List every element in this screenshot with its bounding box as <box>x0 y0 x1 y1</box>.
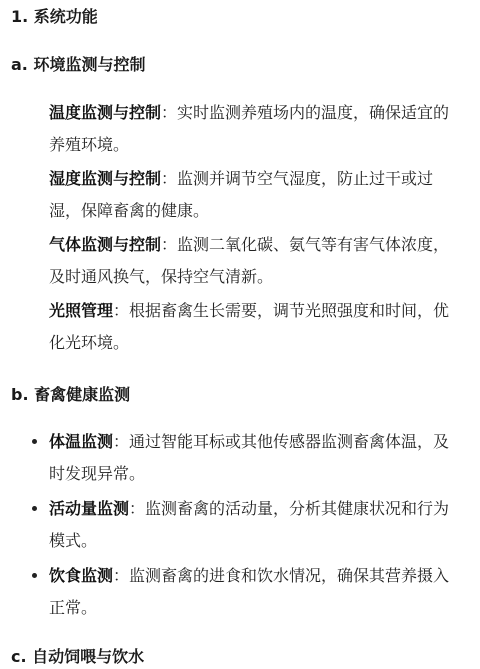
subsection-heading-feeding: c. 自动饲喂与饮水 <box>11 647 145 666</box>
env-item-lighting <box>49 295 464 359</box>
env-item-text: ：实时监测养殖场内的温度，确保适宜的养殖环境。 <box>49 103 450 154</box>
env-item-term: 温度监测与控制 <box>49 103 162 122</box>
bullet-dot <box>32 573 37 578</box>
env-item-text: ：根据畜禽生长需要，调节光照强度和时间，优化光环境。 <box>49 301 450 352</box>
subsection-heading-environment: a. 环境监测与控制 <box>11 55 146 74</box>
health-item-text: ：监测畜禽的活动量，分析其健康状况和行为模式。 <box>49 499 450 550</box>
bullet-dot <box>32 439 37 444</box>
env-item-term: 光照管理 <box>49 301 114 320</box>
health-item-term: 活动量监测 <box>49 499 130 518</box>
health-item-term: 饮食监测 <box>49 566 114 585</box>
health-item-body <box>49 426 464 490</box>
env-item-text: ：监测二氧化碳、氨气等有害气体浓度，及时通风换气，保持空气清新。 <box>49 235 450 286</box>
env-item-term: 湿度监测与控制 <box>49 169 162 188</box>
env-item-gas <box>49 229 464 293</box>
section-heading-system-functions: 1. 系统功能 <box>11 7 98 26</box>
env-item-term: 气体监测与控制 <box>49 235 162 254</box>
env-item-temperature <box>49 97 464 161</box>
env-item-text: ：监测并调节空气湿度，防止过干或过湿，保障畜禽的健康。 <box>49 169 434 220</box>
env-item-humidity <box>49 163 464 227</box>
bullet-dot <box>32 506 37 511</box>
health-item-text: ：通过智能耳标或其他传感器监测畜禽体温，及时发现异常。 <box>49 432 450 483</box>
health-item-term: 体温监测 <box>49 432 114 451</box>
subsection-heading-health: b. 畜禽健康监测 <box>11 385 131 404</box>
health-item-body <box>49 560 464 624</box>
health-item-text: ：监测畜禽的进食和饮水情况，确保其营养摄入正常。 <box>49 566 450 617</box>
health-item-body <box>49 493 464 557</box>
